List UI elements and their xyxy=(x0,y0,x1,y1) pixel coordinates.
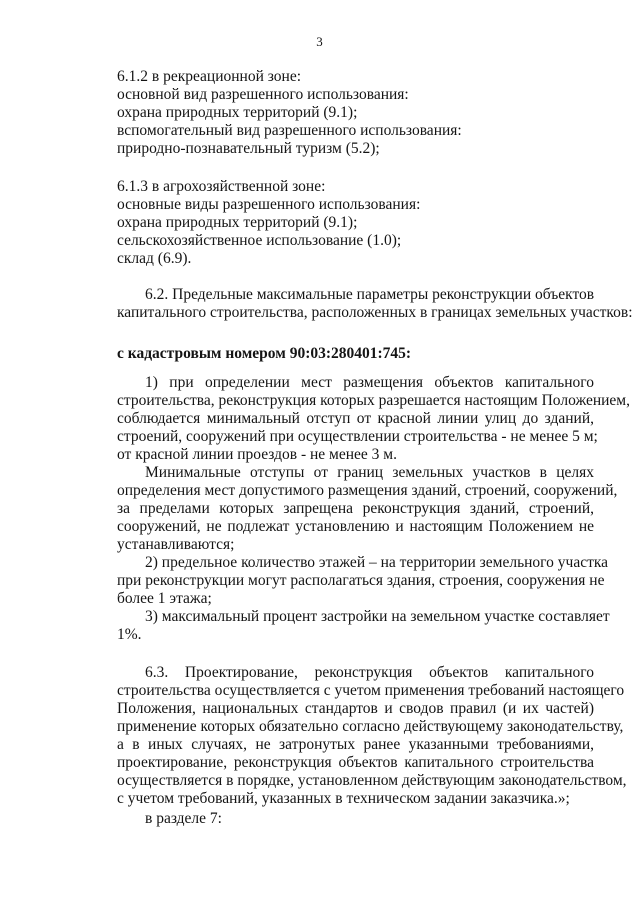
recreational-zone-heading: 6.1.2 в рекреационной зоне: xyxy=(117,68,302,85)
section-6-3-line: проектирование, реконструкция объектов капитального строительства xyxy=(117,754,594,771)
item2-line: 2) предельное количество этажей – на территории земельного участка xyxy=(145,554,609,571)
setbacks-line: сооружений, не подлежат установлению и настоящим Положением не xyxy=(117,518,594,535)
section-6-3-line: с учетом требований, указанных в техническом задании заказчика.»; xyxy=(117,790,570,807)
setbacks-line: Минимальные отступы от границ земельных участков в целях xyxy=(145,464,594,481)
recreational-zone-line: природно-познавательный туризм (5.2); xyxy=(117,140,380,157)
section-6-3-line: осуществляется в порядке, установленном действующим законодательством, xyxy=(117,772,627,789)
cadastral-heading: с кадастровым номером 90:03:280401:745: xyxy=(117,345,412,362)
setbacks-line: определения мест допустимого размещения зданий, строений, сооружений, xyxy=(117,482,618,499)
section-6-3-line: применение которых обязательно согласно действующему законодательству, xyxy=(117,718,624,735)
item2-line: более 1 этажа; xyxy=(117,590,212,607)
item1-line: соблюдается минимальный отступ от красной линии улиц до зданий, xyxy=(117,410,594,427)
recreational-zone-line: основной вид разрешенного использования: xyxy=(117,86,409,103)
recreational-zone-line: вспомогательный вид разрешенного использования: xyxy=(117,122,462,139)
item1-line: от красной линии проездов - не менее 3 м. xyxy=(117,446,397,463)
item1-line: строительства, реконструкция которых разрешается настоящим Положением, xyxy=(117,392,630,409)
agricultural-zone-line: охрана природных территорий (9.1); xyxy=(117,214,358,231)
section-6-3-line: 6.3. Проектирование, реконструкция объектов капитального xyxy=(145,664,594,681)
section-6-3-line: а в иных случаях, не затронутых ранее указанными требованиями, xyxy=(117,736,594,753)
item1-line: строений, сооружений при осуществлении строительства - не менее 5 м; xyxy=(117,428,598,445)
page-number: 3 xyxy=(316,34,323,49)
item1-line: 1) при определении мест размещения объектов капитального xyxy=(145,374,594,391)
agricultural-zone-line: склад (6.9). xyxy=(117,250,192,267)
agricultural-zone-heading: 6.1.3 в агрохозяйственной зоне: xyxy=(117,178,326,195)
item2-line: при реконструкции могут располагаться здания, строения, сооружения не xyxy=(117,572,605,589)
agricultural-zone-line: сельскохозяйственное использование (1.0); xyxy=(117,232,402,249)
setbacks-line: за пределами которых запрещена реконструкция зданий, строений, xyxy=(117,500,594,517)
section-6-3-line: Положения, национальных стандартов и сводов правил (и их частей) xyxy=(117,700,594,717)
item3-line: 1%. xyxy=(117,626,142,643)
section-6-2-line: 6.2. Предельные максимальные параметры реконструкции объектов xyxy=(145,286,595,303)
agricultural-zone-line: основные виды разрешенного использования: xyxy=(117,196,421,213)
section-6-2-line: капитального строительства, расположенных в границах земельных участков: xyxy=(117,304,633,321)
setbacks-line: устанавливаются; xyxy=(117,536,235,553)
section-7-reference: в разделе 7: xyxy=(145,810,222,827)
recreational-zone-line: охрана природных территорий (9.1); xyxy=(117,104,358,121)
item3-line: 3) максимальный процент застройки на земельном участке составляет xyxy=(145,608,610,625)
section-6-3-line: строительства осуществляется с учетом применения требований настоящего xyxy=(117,682,625,699)
